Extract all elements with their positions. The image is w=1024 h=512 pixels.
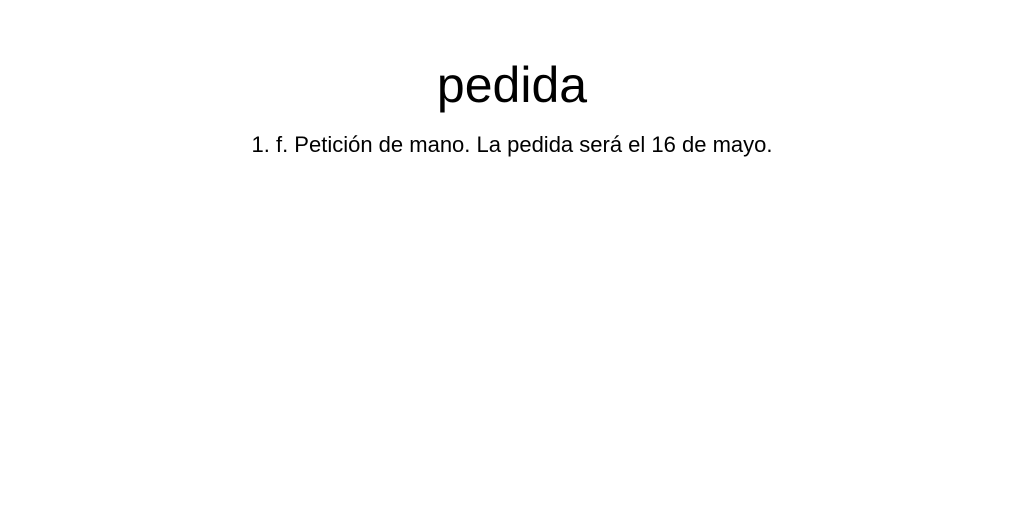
- definition-line: 1. f. Petición de mano. La pedida será el 16 de mayo.: [251, 132, 773, 157]
- headword-title: pedida: [436, 57, 588, 113]
